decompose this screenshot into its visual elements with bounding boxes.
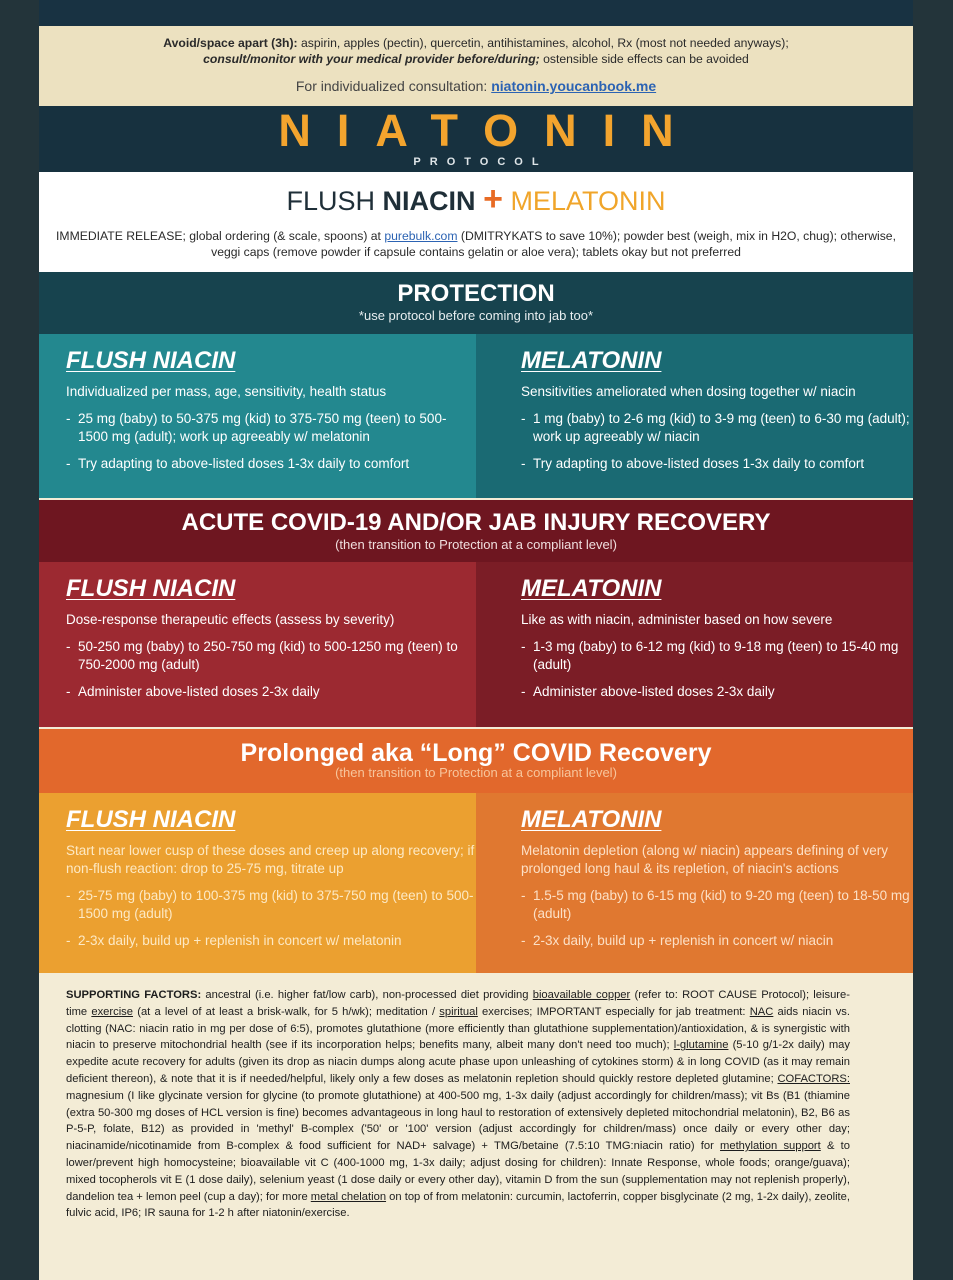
page-subtitle: PROTOCOL [413, 156, 548, 168]
ordering-description: IMMEDIATE RELEASE; global ordering (& scale, spoons) at purebulk.com (DMITRYKATS to save 10%); powder best (weigh, mix in H2O, chug); otherwise, veggi caps (remove powder if capsule contains gelatin or aloe vera); tablets okay but not preferred [56, 229, 896, 259]
supporting-factors: SUPPORTING FACTORS: ancestral (i.e. higher fat/low carb), non-processed diet providing bioavailable copper (refer to: ROOT CAUSE Protocol); leisure-time exercise (at a level of at least a brisk-walk, for 5 h/wk); meditation / spiritual exercises; IMPORTANT especially for jab treatment: NAC aids niacin vs. clotting (NAC: niacin ratio in mg per dose of 6:5), promotes glutathione (more efficiently than glutathione supplementation)/antioxidation, & is synergistic with niacin to preserve mitochondrial health (see if its incorporation helps; benefits many, albeit many don't need too much); l-glutamine (5-10 g/1-2x daily) may expedite acute recovery for adults (given its drop as niacin dumps along acute phase upon unleashing of cytokines storm) & in long COVID (as it may remain deficient thereon), & note that it is if needed/helpful, likely only a few doses as melatonin repletion should quickly restore depleted glutamine; COFACTORS: magnesium (I like glycinate version for glycine (to promote glutathione) at 400-500 mg, 1-3x daily (adjust accordingly for children/mass); vit Bs (B1 (thiamine (extra 50-300 mg doses of HCL version is fine) becomes advantageous in long haul to restoration of extensively depleted mitochondrial melatonin), B2, B6 as P-5-P, folate, B12) as provided in 'methyl' B-complex ('50' or '100' version (adjust accordingly for children/mass) once daily or every other day; niacinamide/nicotinamide from B-complex & food sufficient for NAD+ salvage) + TMG/betaine (7.5:10 TMG:niacin ratio) for methylation support & to lower/prevent high homocysteine; bioavailable vit C (400-1000 mg, 1-3x daily; adjust dosing for children): Innate Response, whole foods; orange/guava); mixed tocopherols vit E (1 dose daily), selenium yeast (1 dose daily or every other day), vitamin D from the sun (supplementation may not replenish properly), dandelion tea + lemon peel (cup a day); for more metal chelation on top of from melatonin: curcumin, lactoferrin, copper bisglycinate (2 mg, 1-2x daily), zeolite, fulvic acid, IP6; IR sauna for 1-2 h after niatonin/exercise. [39, 975, 913, 1280]
protection-niacin-panel: FLUSH NIACIN Individualized per mass, age, sensitivity, health status - 25 mg (baby) to 50-375 mg (kid) to 375-750 mg (teen) to 500-1500 mg (adult); work up agreeably w/ melatonin - Try adapting to above-listed doses 1-3x daily to comfort [39, 334, 476, 498]
plus-icon: + [483, 180, 503, 218]
notice-line-2: consult/monitor with your medical provider before/during; ostensible side effects can be avoided [203, 52, 749, 66]
acute-melatonin-panel: MELATONIN Like as with niacin, administer based on how severe - 1-3 mg (baby) to 6-12 mg (kid) to 9-18 mg (teen) to 15-40 mg (adult) - Administer above-listed doses 2-3x daily [476, 562, 913, 727]
notice-line-1: Avoid/space apart (3h): aspirin, apples (pectin), quercetin, antihistamines, alcohol, Rx (most not needed anyways); [163, 36, 789, 50]
long-niacin-panel: FLUSH NIACIN Start near lower cusp of these doses and creep up along recovery; if non-flush reaction: drop to 25-75 mg, titrate up - 25-75 mg (baby) to 100-375 mg (kid) to 375-750 mg (teen) to 500-1500 mg (adult) - 2-3x daily, build up + replenish in concert w/ melatonin [39, 793, 476, 973]
long-melatonin-panel: MELATONIN Melatonin depletion (along w/ niacin) appears defining of very prolonged long haul & its repletion, of niacin's actions - 1.5-5 mg (baby) to 6-15 mg (kid) to 9-20 mg (teen) to 18-50 mg (adult) - 2-3x daily, build up + replenish in concert w/ niacin [476, 793, 913, 973]
notice-banner [39, 26, 913, 106]
protection-header: PROTECTION *use protocol before coming into jab too* [39, 272, 913, 334]
consultation-link[interactable]: niatonin.youcanbook.me [491, 78, 657, 94]
purebulk-link[interactable]: purebulk.com [384, 229, 458, 243]
subheader [39, 172, 913, 272]
protection-melatonin-panel: MELATONIN Sensitivities ameliorated when dosing together w/ niacin - 1 mg (baby) to 2-6 mg (kid) to 3-9 mg (teen) to 6-30 mg (adult); work up agreeably w/ niacin - Try adapting to above-listed doses 1-3x daily to comfort [476, 334, 913, 498]
protocol-poster [39, 0, 913, 1280]
acute-niacin-panel: FLUSH NIACIN Dose-response therapeutic effects (assess by severity) - 50-250 mg (baby) to 250-750 mg (kid) to 500-1250 mg (teen) to 750-2000 mg (adult) - Administer above-listed doses 2-3x daily [39, 562, 476, 727]
acute-header: ACUTE COVID-19 AND/OR JAB INJURY RECOVERY (then transition to Protection at a compliant level) [39, 500, 913, 562]
page-title: NIATONIN [278, 105, 700, 156]
combo-heading: FLUSH NIACIN + MELATONIN [286, 180, 666, 218]
title-bar [39, 106, 913, 172]
top-band [39, 0, 913, 26]
long-covid-header: Prolonged aka “Long” COVID Recovery (then transition to Protection at a compliant level) [39, 729, 913, 793]
consultation-line: For individualized consultation: niatonin.youcanbook.me [295, 78, 657, 94]
